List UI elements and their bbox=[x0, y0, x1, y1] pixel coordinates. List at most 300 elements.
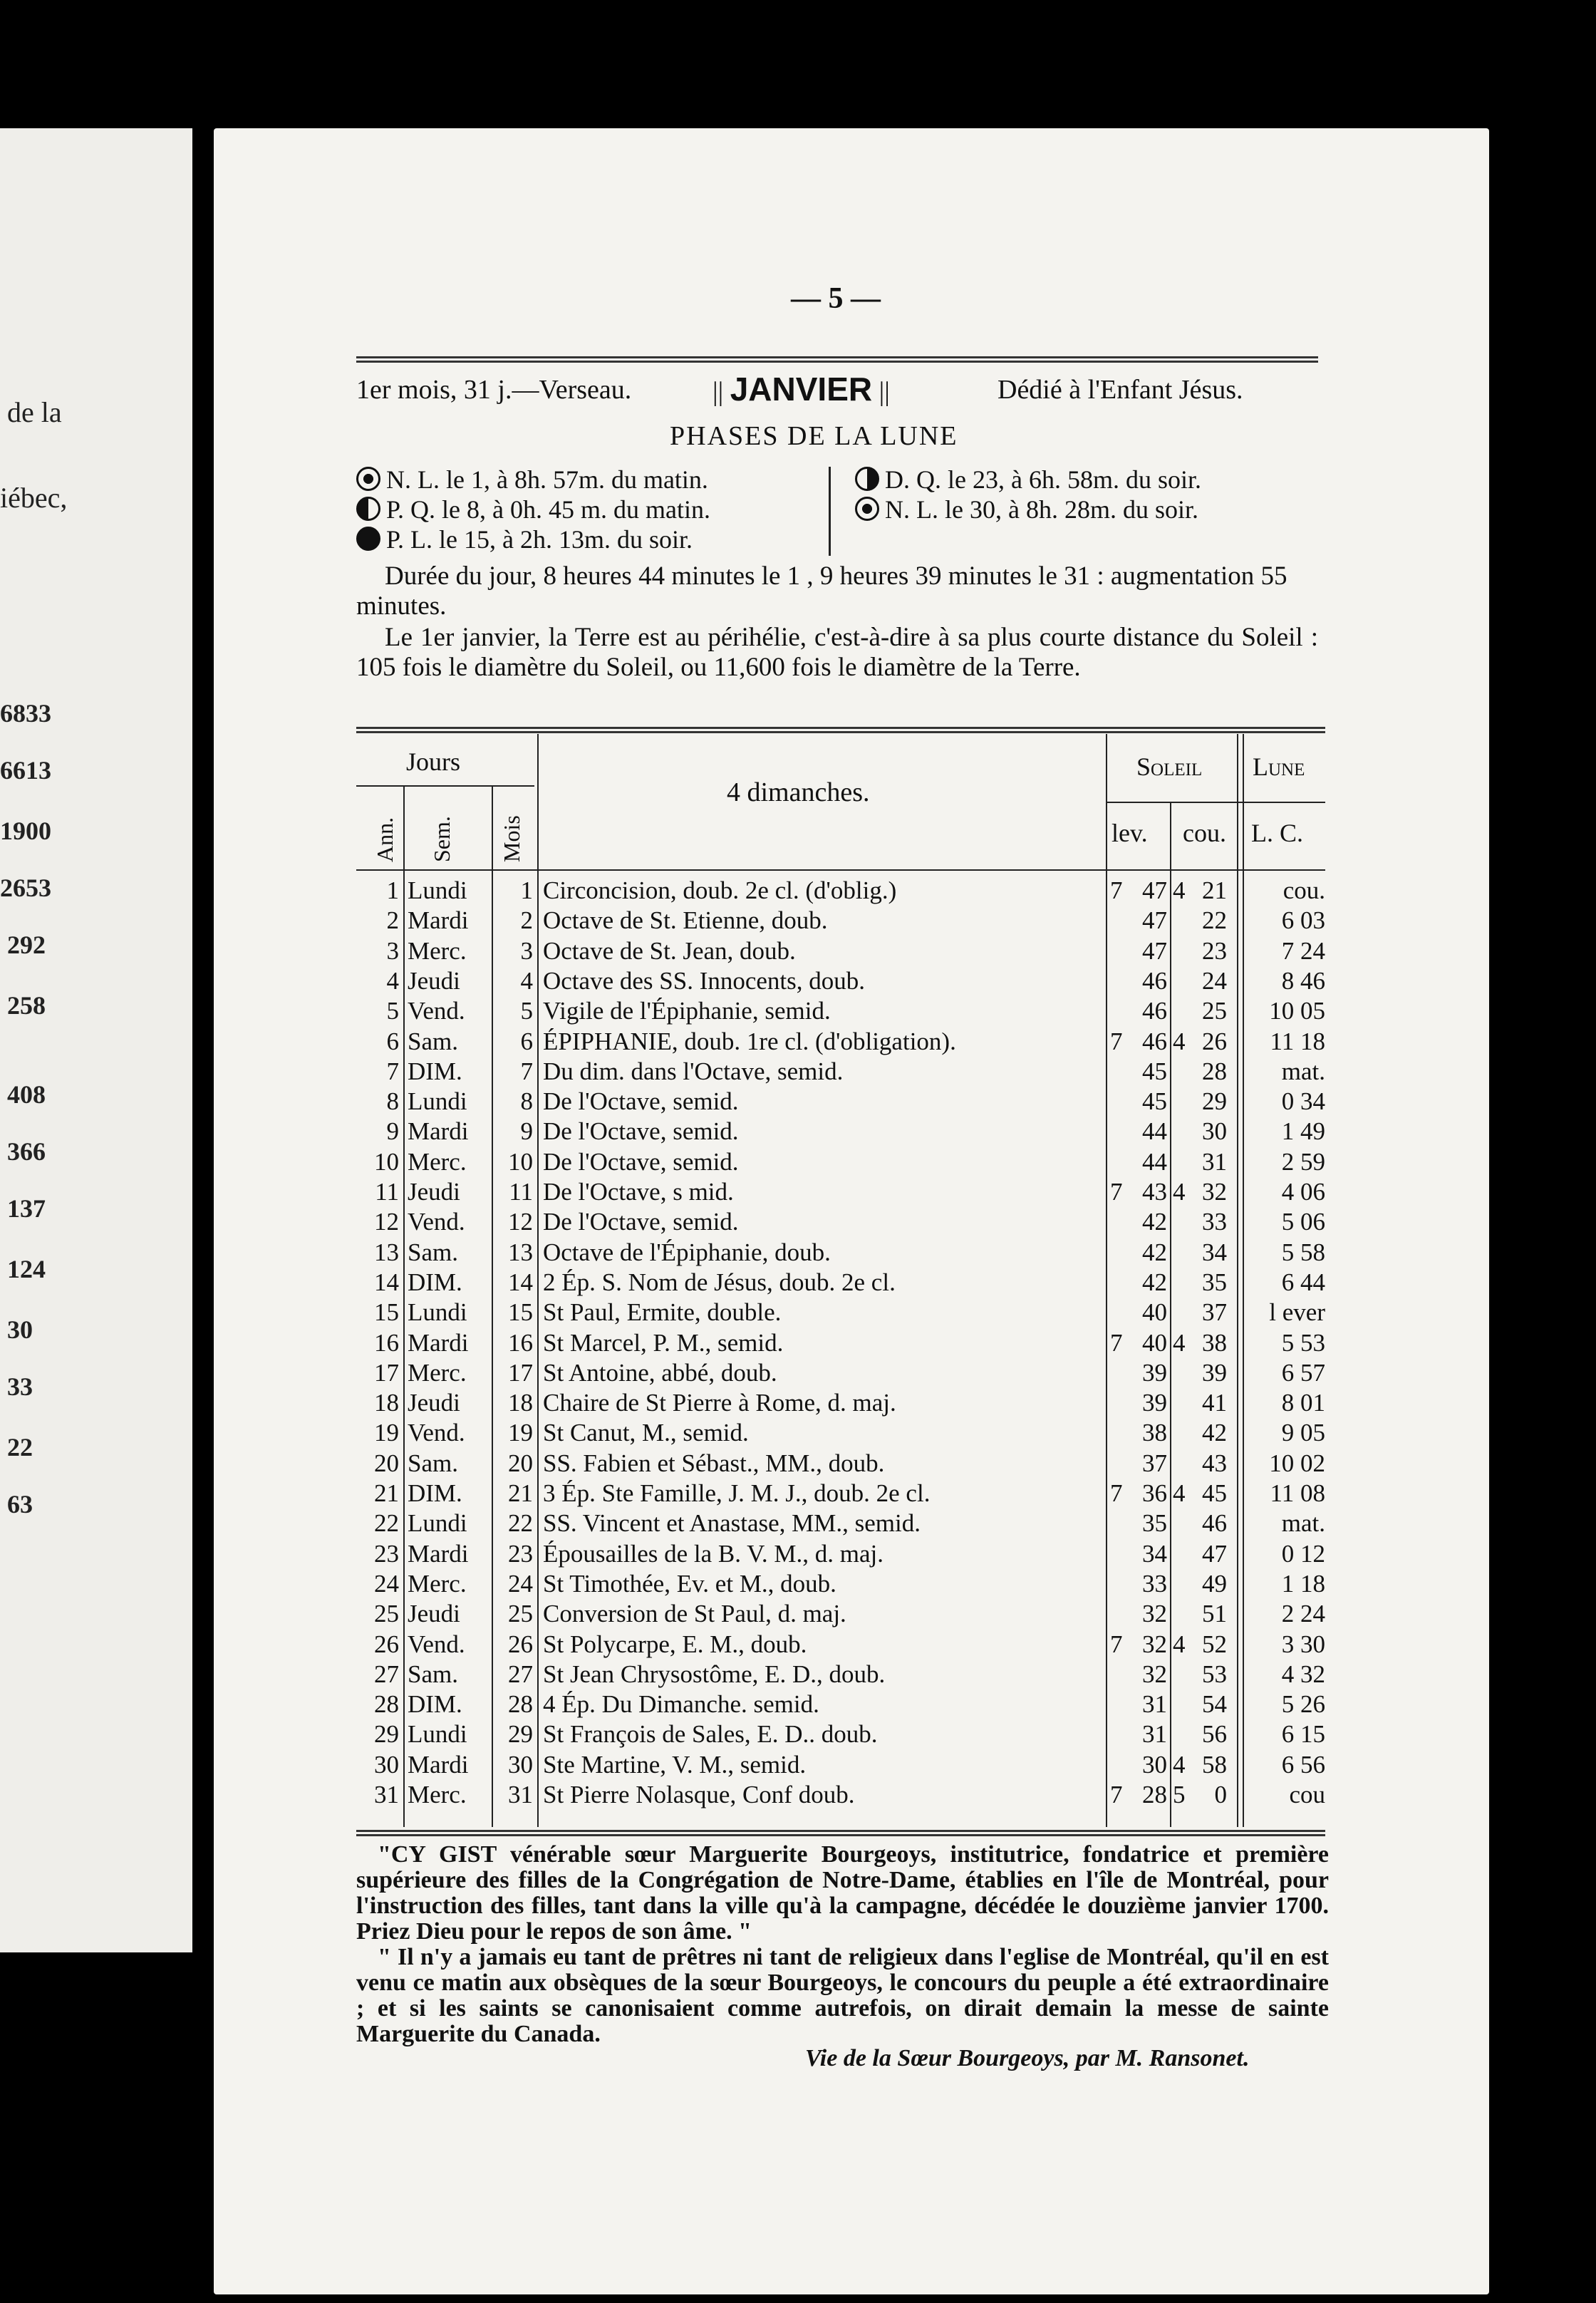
cell-mois: 8 bbox=[520, 1087, 533, 1116]
cell-fete: Épousailles de la B. V. M., d. maj. bbox=[543, 1539, 884, 1568]
cell-levm: 46 bbox=[1142, 1027, 1167, 1055]
cell-coum: 49 bbox=[1202, 1569, 1227, 1598]
cell-lune: 4 32 bbox=[1281, 1660, 1325, 1688]
page-number: — 5 — bbox=[791, 282, 881, 315]
cell-lune: 4 06 bbox=[1281, 1178, 1325, 1206]
cell-mois: 3 bbox=[520, 936, 533, 965]
cell-lune: cou. bbox=[1282, 876, 1325, 904]
header-separator: || bbox=[872, 377, 890, 407]
cell-couh: 4 bbox=[1173, 1750, 1186, 1779]
header-dimanches: 4 dimanches. bbox=[727, 777, 870, 807]
cell-ann: 20 bbox=[374, 1449, 399, 1477]
cell-ann: 15 bbox=[374, 1298, 399, 1327]
table-row bbox=[356, 906, 1325, 936]
cell-ann: 24 bbox=[374, 1569, 399, 1598]
table-top-rule bbox=[356, 727, 1325, 733]
left-page-number: 408 bbox=[7, 1080, 46, 1109]
table-row bbox=[356, 1178, 1325, 1208]
cell-lune: 9 05 bbox=[1281, 1419, 1325, 1447]
cell-sem: DIM. bbox=[408, 1268, 462, 1296]
cell-levm: 30 bbox=[1142, 1750, 1167, 1779]
header-mois: Mois bbox=[499, 815, 524, 862]
cell-fete: Vigile de l'Épiphanie, semid. bbox=[543, 997, 831, 1025]
cell-sem: Jeudi bbox=[408, 1178, 460, 1206]
cell-levh: 7 bbox=[1110, 1781, 1123, 1808]
cell-ann: 17 bbox=[374, 1358, 399, 1387]
table-row bbox=[356, 1389, 1325, 1419]
left-page-number: 292 bbox=[7, 931, 46, 959]
cell-lune: 6 03 bbox=[1281, 906, 1325, 935]
cell-fete: De l'Octave, s mid. bbox=[543, 1178, 734, 1206]
cell-mois: 2 bbox=[520, 906, 533, 935]
cell-sem: Vend. bbox=[408, 997, 465, 1025]
phase-item: N. L. le 30, à 8h. 28m. du soir. bbox=[855, 495, 1198, 524]
table-row bbox=[356, 1781, 1325, 1811]
table-row bbox=[356, 967, 1325, 997]
new-moon-icon bbox=[855, 497, 879, 521]
left-page-number: 2653 bbox=[0, 874, 51, 902]
cell-levm: 43 bbox=[1142, 1178, 1167, 1206]
cell-mois: 15 bbox=[508, 1298, 533, 1327]
header-ann: Ann. bbox=[372, 817, 398, 862]
cell-sem: Merc. bbox=[408, 1358, 467, 1387]
table-row bbox=[356, 876, 1325, 906]
cell-lune: 5 58 bbox=[1281, 1238, 1325, 1266]
cell-ann: 13 bbox=[374, 1238, 399, 1266]
cell-sem: Mardi bbox=[408, 906, 469, 935]
cell-coum: 28 bbox=[1202, 1057, 1227, 1085]
cell-lune: 7 24 bbox=[1281, 936, 1325, 965]
cell-coum: 58 bbox=[1202, 1750, 1227, 1779]
cell-coum: 56 bbox=[1202, 1720, 1227, 1749]
cell-sem: DIM. bbox=[408, 1690, 462, 1719]
cell-ann: 26 bbox=[374, 1630, 399, 1658]
cell-levm: 34 bbox=[1142, 1539, 1167, 1568]
cell-mois: 25 bbox=[508, 1600, 533, 1628]
cell-lune: 10 05 bbox=[1269, 997, 1325, 1025]
cell-levm: 31 bbox=[1142, 1690, 1167, 1719]
cell-levm: 31 bbox=[1142, 1720, 1167, 1749]
cell-levm: 44 bbox=[1142, 1147, 1167, 1176]
cell-ann: 14 bbox=[374, 1268, 399, 1296]
cell-mois: 10 bbox=[508, 1147, 533, 1176]
header-bottom-rule bbox=[356, 869, 1325, 871]
table-bottom-rule bbox=[356, 1830, 1325, 1836]
cell-levm: 42 bbox=[1142, 1268, 1167, 1296]
cell-mois: 13 bbox=[508, 1238, 533, 1266]
cell-ann: 31 bbox=[374, 1781, 399, 1808]
cell-sem: Merc. bbox=[408, 1147, 467, 1176]
cell-levm: 40 bbox=[1142, 1298, 1167, 1327]
cell-levm: 39 bbox=[1142, 1389, 1167, 1417]
cell-mois: 24 bbox=[508, 1569, 533, 1598]
cell-levm: 35 bbox=[1142, 1509, 1167, 1538]
cell-coum: 23 bbox=[1202, 936, 1227, 965]
cell-fete: 2 Ép. S. Nom de Jésus, doub. 2e cl. bbox=[543, 1268, 896, 1296]
cell-sem: Mardi bbox=[408, 1117, 469, 1146]
cell-sem: DIM. bbox=[408, 1479, 462, 1507]
cell-fete: SS. Fabien et Sébast., MM., doub. bbox=[543, 1449, 885, 1477]
header-lc: L. C. bbox=[1251, 819, 1304, 847]
cell-mois: 21 bbox=[508, 1479, 533, 1507]
cell-fete: De l'Octave, semid. bbox=[543, 1087, 739, 1116]
left-page-number: 124 bbox=[7, 1255, 46, 1283]
cell-levm: 42 bbox=[1142, 1238, 1167, 1266]
cell-lune: mat. bbox=[1281, 1509, 1325, 1538]
phase-item: P. Q. le 8, à 0h. 45 m. du matin. bbox=[356, 495, 710, 524]
cell-ann: 5 bbox=[386, 997, 399, 1025]
cell-couh: 4 bbox=[1173, 1479, 1186, 1507]
cell-coum: 29 bbox=[1202, 1087, 1227, 1116]
table-row bbox=[356, 1087, 1325, 1117]
cell-levm: 44 bbox=[1142, 1117, 1167, 1146]
cell-coum: 46 bbox=[1202, 1509, 1227, 1538]
cell-coum: 38 bbox=[1202, 1328, 1227, 1357]
phases-divider bbox=[829, 467, 831, 556]
cell-sem: Jeudi bbox=[408, 966, 460, 995]
cell-couh: 4 bbox=[1173, 1178, 1186, 1206]
quote-block bbox=[356, 1842, 1329, 2047]
cell-ann: 16 bbox=[374, 1328, 399, 1357]
cell-sem: Vend. bbox=[408, 1630, 465, 1658]
cell-lune: 0 34 bbox=[1281, 1087, 1325, 1116]
cell-ann: 10 bbox=[374, 1147, 399, 1176]
cell-mois: 4 bbox=[520, 966, 533, 995]
header-jours: Jours bbox=[406, 747, 461, 776]
cell-ann: 22 bbox=[374, 1509, 399, 1538]
month-title: JANVIER bbox=[730, 371, 873, 408]
new-moon-icon bbox=[356, 467, 380, 491]
cell-sem: Lundi bbox=[408, 1087, 467, 1116]
table-row bbox=[356, 1720, 1325, 1750]
cell-ann: 4 bbox=[386, 966, 399, 995]
cell-sem: Lundi bbox=[408, 1720, 467, 1749]
left-page-number: 366 bbox=[7, 1137, 46, 1166]
table-row bbox=[356, 1117, 1325, 1147]
cell-ann: 18 bbox=[374, 1389, 399, 1417]
table-row bbox=[356, 1238, 1325, 1268]
cell-levm: 46 bbox=[1142, 997, 1167, 1025]
cell-mois: 27 bbox=[508, 1660, 533, 1688]
cell-fete: ÉPIPHANIE, doub. 1re cl. (d'obligation). bbox=[543, 1027, 956, 1055]
table-row bbox=[356, 1359, 1325, 1389]
cell-lune: 1 18 bbox=[1281, 1569, 1325, 1598]
phase-item: N. L. le 1, à 8h. 57m. du matin. bbox=[356, 465, 708, 495]
header-rule bbox=[356, 356, 1318, 363]
cell-levm: 47 bbox=[1142, 936, 1167, 965]
cell-fete: Du dim. dans l'Octave, semid. bbox=[543, 1057, 844, 1085]
cell-sem: Lundi bbox=[408, 876, 467, 904]
table-row bbox=[356, 1660, 1325, 1690]
cell-fete: Conversion de St Paul, d. maj. bbox=[543, 1600, 846, 1628]
table-row bbox=[356, 1540, 1325, 1570]
cell-couh: 5 bbox=[1173, 1781, 1186, 1808]
left-page-fragment bbox=[0, 128, 192, 1952]
cell-ann: 9 bbox=[386, 1117, 399, 1146]
cell-fete: St Pierre Nolasque, Conf doub. bbox=[543, 1781, 855, 1808]
cell-ann: 21 bbox=[374, 1479, 399, 1507]
cell-ann: 29 bbox=[374, 1720, 399, 1749]
cell-mois: 12 bbox=[508, 1208, 533, 1236]
cell-levm: 32 bbox=[1142, 1630, 1167, 1658]
cell-sem: Sam. bbox=[408, 1027, 458, 1055]
cell-levm: 37 bbox=[1142, 1449, 1167, 1477]
cell-levm: 32 bbox=[1142, 1660, 1167, 1688]
cell-lune: 6 57 bbox=[1281, 1358, 1325, 1387]
cell-lune: 5 26 bbox=[1281, 1690, 1325, 1719]
left-text-fragment: de la bbox=[7, 396, 62, 428]
cell-lune: mat. bbox=[1281, 1057, 1325, 1085]
table-row bbox=[356, 1630, 1325, 1660]
cell-coum: 51 bbox=[1202, 1600, 1227, 1628]
cell-mois: 17 bbox=[508, 1358, 533, 1387]
cell-mois: 22 bbox=[508, 1509, 533, 1538]
cell-levm: 40 bbox=[1142, 1328, 1167, 1357]
left-page-number: 258 bbox=[7, 991, 46, 1020]
table-row bbox=[356, 1751, 1325, 1781]
cell-fete: 4 Ép. Du Dimanche. semid. bbox=[543, 1690, 819, 1719]
cell-coum: 52 bbox=[1202, 1630, 1227, 1658]
cell-mois: 23 bbox=[508, 1539, 533, 1568]
cell-couh: 4 bbox=[1173, 1328, 1186, 1357]
cell-fete: Octave de l'Épiphanie, doub. bbox=[543, 1238, 831, 1266]
cell-ann: 1 bbox=[386, 876, 399, 904]
left-page-number: 137 bbox=[7, 1194, 46, 1223]
first-quarter-icon bbox=[356, 497, 380, 521]
cell-coum: 26 bbox=[1202, 1027, 1227, 1055]
cell-ann: 2 bbox=[386, 906, 399, 935]
cell-mois: 16 bbox=[508, 1328, 533, 1357]
cell-levh: 7 bbox=[1110, 1479, 1123, 1507]
cell-lune: 0 12 bbox=[1281, 1539, 1325, 1568]
header-lune: Lune bbox=[1253, 752, 1305, 781]
day-length-paragraph: Durée du jour, 8 heures 44 minutes le 1 , 9 heures 39 minutes le 31 : augmentation 55 minutes. bbox=[356, 561, 1287, 621]
cell-levh: 7 bbox=[1110, 1027, 1123, 1055]
cell-mois: 28 bbox=[508, 1690, 533, 1719]
cell-mois: 7 bbox=[520, 1057, 533, 1085]
left-text-fragment: iébec, bbox=[0, 482, 68, 514]
cell-coum: 41 bbox=[1202, 1389, 1227, 1417]
cell-sem: Sam. bbox=[408, 1238, 458, 1266]
cell-levm: 32 bbox=[1142, 1600, 1167, 1628]
cell-fete: De l'Octave, semid. bbox=[543, 1117, 739, 1146]
cell-lune: 2 24 bbox=[1281, 1600, 1325, 1628]
cell-fete: St François de Sales, E. D.. doub. bbox=[543, 1720, 878, 1749]
cell-lune: cou bbox=[1289, 1781, 1325, 1808]
cell-couh: 4 bbox=[1173, 1027, 1186, 1055]
header-separator: || bbox=[712, 377, 730, 407]
cell-coum: 21 bbox=[1202, 876, 1227, 904]
cell-lune: 1 49 bbox=[1281, 1117, 1325, 1146]
header-right: Dédié à l'Enfant Jésus. bbox=[998, 375, 1243, 405]
cell-ann: 19 bbox=[374, 1419, 399, 1447]
cell-coum: 25 bbox=[1202, 997, 1227, 1025]
cell-levm: 36 bbox=[1142, 1479, 1167, 1507]
cell-sem: Lundi bbox=[408, 1298, 467, 1327]
table-row bbox=[356, 1479, 1325, 1509]
header-lev: lev. bbox=[1112, 819, 1148, 847]
cell-sem: Sam. bbox=[408, 1449, 458, 1477]
cell-fete: St Jean Chrysostôme, E. D., doub. bbox=[543, 1660, 886, 1688]
cell-ann: 27 bbox=[374, 1660, 399, 1688]
header-sub-rule bbox=[1107, 802, 1325, 803]
cell-coum: 35 bbox=[1202, 1268, 1227, 1296]
perihelion-paragraph: Le 1er janvier, la Terre est au périhélie, c'est-à-dire à sa plus courte distance du Soleil : 105 fois le diamètre du Soleil, ou 11,600 fois le diamètre de la Terre. bbox=[356, 623, 1318, 682]
cell-fete: Octave des SS. Innocents, doub. bbox=[543, 966, 866, 995]
cell-coum: 54 bbox=[1202, 1690, 1227, 1719]
cell-lune: 6 44 bbox=[1281, 1268, 1325, 1296]
table-row bbox=[356, 1148, 1325, 1178]
left-page-number: 1900 bbox=[0, 817, 51, 845]
cell-sem: Vend. bbox=[408, 1419, 465, 1447]
cell-ann: 8 bbox=[386, 1087, 399, 1116]
left-page-number: 22 bbox=[7, 1433, 33, 1461]
cell-coum: 37 bbox=[1202, 1298, 1227, 1327]
cell-sem: Mardi bbox=[408, 1328, 469, 1357]
cell-sem: Jeudi bbox=[408, 1389, 460, 1417]
cell-ann: 12 bbox=[374, 1208, 399, 1236]
month-header bbox=[356, 371, 1318, 408]
cell-fete: St Polycarpe, E. M., doub. bbox=[543, 1630, 807, 1658]
cell-lune: 10 02 bbox=[1269, 1449, 1325, 1477]
table-row bbox=[356, 1329, 1325, 1359]
cell-lune: 2 59 bbox=[1281, 1147, 1325, 1176]
cell-fete: De l'Octave, semid. bbox=[543, 1147, 739, 1176]
cell-fete: St Antoine, abbé, doub. bbox=[543, 1358, 777, 1387]
cell-sem: Merc. bbox=[408, 1569, 467, 1598]
cell-mois: 11 bbox=[509, 1178, 533, 1206]
cell-coum: 39 bbox=[1202, 1358, 1227, 1387]
cell-mois: 14 bbox=[508, 1268, 533, 1296]
cell-levm: 33 bbox=[1142, 1569, 1167, 1598]
header-soleil: Soleil bbox=[1136, 752, 1203, 781]
cell-coum: 31 bbox=[1202, 1147, 1227, 1176]
cell-lune: 3 30 bbox=[1281, 1630, 1325, 1658]
cell-mois: 31 bbox=[508, 1781, 533, 1808]
cell-coum: 53 bbox=[1202, 1660, 1227, 1688]
cell-coum: 22 bbox=[1202, 906, 1227, 935]
cell-coum: 43 bbox=[1202, 1449, 1227, 1477]
cell-lune: 11 18 bbox=[1270, 1027, 1325, 1055]
cell-coum: 34 bbox=[1202, 1238, 1227, 1266]
cell-sem: Jeudi bbox=[408, 1600, 460, 1628]
cell-mois: 20 bbox=[508, 1449, 533, 1477]
left-page-number: 30 bbox=[7, 1315, 33, 1344]
cell-mois: 19 bbox=[508, 1419, 533, 1447]
cell-fete: SS. Vincent et Anastase, MM., semid. bbox=[543, 1509, 921, 1538]
full-moon-icon bbox=[356, 527, 380, 551]
phase-item: P. L. le 15, à 2h. 13m. du soir. bbox=[356, 524, 693, 554]
cell-levm: 38 bbox=[1142, 1419, 1167, 1447]
cell-sem: Lundi bbox=[408, 1509, 467, 1538]
cell-fete: Circoncision, doub. 2e cl. (d'oblig.) bbox=[543, 876, 897, 904]
cell-levm: 46 bbox=[1142, 966, 1167, 995]
table-row bbox=[356, 1509, 1325, 1539]
table-row bbox=[356, 1028, 1325, 1057]
cell-fete: St Canut, M., semid. bbox=[543, 1419, 749, 1447]
table-row bbox=[356, 1298, 1325, 1328]
cell-mois: 9 bbox=[520, 1117, 533, 1146]
cell-ann: 28 bbox=[374, 1690, 399, 1719]
header-sub-rule bbox=[356, 785, 534, 787]
cell-lune: l ever bbox=[1269, 1298, 1325, 1327]
table-row bbox=[356, 1419, 1325, 1449]
cell-mois: 6 bbox=[520, 1027, 533, 1055]
cell-mois: 29 bbox=[508, 1720, 533, 1749]
cell-lune: 5 53 bbox=[1281, 1328, 1325, 1357]
left-page-number: 6833 bbox=[0, 699, 51, 728]
table-row bbox=[356, 1268, 1325, 1298]
cell-coum: 0 bbox=[1214, 1781, 1227, 1808]
cell-lune: 5 06 bbox=[1281, 1208, 1325, 1236]
cell-lune: 6 15 bbox=[1281, 1720, 1325, 1749]
cell-lune: 11 08 bbox=[1270, 1479, 1325, 1507]
cell-sem: DIM. bbox=[408, 1057, 462, 1085]
cell-couh: 4 bbox=[1173, 1630, 1186, 1658]
cell-coum: 47 bbox=[1202, 1539, 1227, 1568]
cell-coum: 33 bbox=[1202, 1208, 1227, 1236]
table-row bbox=[356, 1449, 1325, 1479]
cell-sem: Merc. bbox=[408, 936, 467, 965]
cell-fete: Octave de St. Etienne, doub. bbox=[543, 906, 828, 935]
header-left: 1er mois, 31 j.—Verseau. bbox=[356, 375, 632, 405]
header-cou: cou. bbox=[1183, 819, 1226, 847]
cell-fete: Ste Martine, V. M., semid. bbox=[543, 1750, 807, 1779]
quote-paragraph: "CY GIST vénérable sœur Marguerite Bourgeoys, institutrice, fondatrice et première supérieure des filles de la Congrégation de Notre-Dame, établies en l'île de Montréal, pour l'instruction des filles, tant dans la ville qu'à la campagne, décédée le douzième janvier 1700. Priez Dieu pour le repos de son âme. " bbox=[356, 1841, 1329, 1945]
cell-levh: 7 bbox=[1110, 1178, 1123, 1206]
cell-ann: 6 bbox=[386, 1027, 399, 1055]
cell-levm: 28 bbox=[1142, 1781, 1167, 1808]
cell-fete: St Marcel, P. M., semid. bbox=[543, 1328, 784, 1357]
cell-lune: 8 46 bbox=[1281, 966, 1325, 995]
cell-fete: Chaire de St Pierre à Rome, d. maj. bbox=[543, 1389, 896, 1417]
table-row bbox=[356, 1690, 1325, 1720]
cell-coum: 42 bbox=[1202, 1419, 1227, 1447]
cell-ann: 25 bbox=[374, 1600, 399, 1628]
cell-sem: Mardi bbox=[408, 1750, 469, 1779]
table-row bbox=[356, 997, 1325, 1027]
cell-fete: 3 Ép. Ste Famille, J. M. J., doub. 2e cl. bbox=[543, 1479, 931, 1507]
left-page-number: 6613 bbox=[0, 756, 51, 785]
cell-coum: 45 bbox=[1202, 1479, 1227, 1507]
cell-ann: 30 bbox=[374, 1750, 399, 1779]
cell-ann: 23 bbox=[374, 1539, 399, 1568]
cell-lune: 8 01 bbox=[1281, 1389, 1325, 1417]
cell-sem: Mardi bbox=[408, 1539, 469, 1568]
left-page-number: 63 bbox=[7, 1490, 33, 1518]
table-row bbox=[356, 1570, 1325, 1600]
header-sem: Sem. bbox=[429, 816, 455, 862]
cell-sem: Merc. bbox=[408, 1781, 467, 1808]
table-row bbox=[356, 1208, 1325, 1238]
cell-levh: 7 bbox=[1110, 1630, 1123, 1658]
cell-sem: Sam. bbox=[408, 1660, 458, 1688]
cell-levm: 39 bbox=[1142, 1358, 1167, 1387]
cell-couh: 4 bbox=[1173, 876, 1186, 904]
left-page-number: 33 bbox=[7, 1372, 33, 1401]
quote-source: Vie de la Sœur Bourgeoys, par M. Ransonet. bbox=[805, 2045, 1250, 2071]
phases-title: PHASES DE LA LUNE bbox=[670, 421, 958, 451]
cell-mois: 18 bbox=[508, 1389, 533, 1417]
cell-ann: 11 bbox=[375, 1178, 399, 1206]
cell-fete: St Timothée, Ev. et M., doub. bbox=[543, 1569, 836, 1598]
table-row bbox=[356, 937, 1325, 967]
cell-mois: 26 bbox=[508, 1630, 533, 1658]
cell-mois: 30 bbox=[508, 1750, 533, 1779]
table-row bbox=[356, 1600, 1325, 1630]
cell-ann: 7 bbox=[386, 1057, 399, 1085]
cell-levh: 7 bbox=[1110, 876, 1123, 904]
